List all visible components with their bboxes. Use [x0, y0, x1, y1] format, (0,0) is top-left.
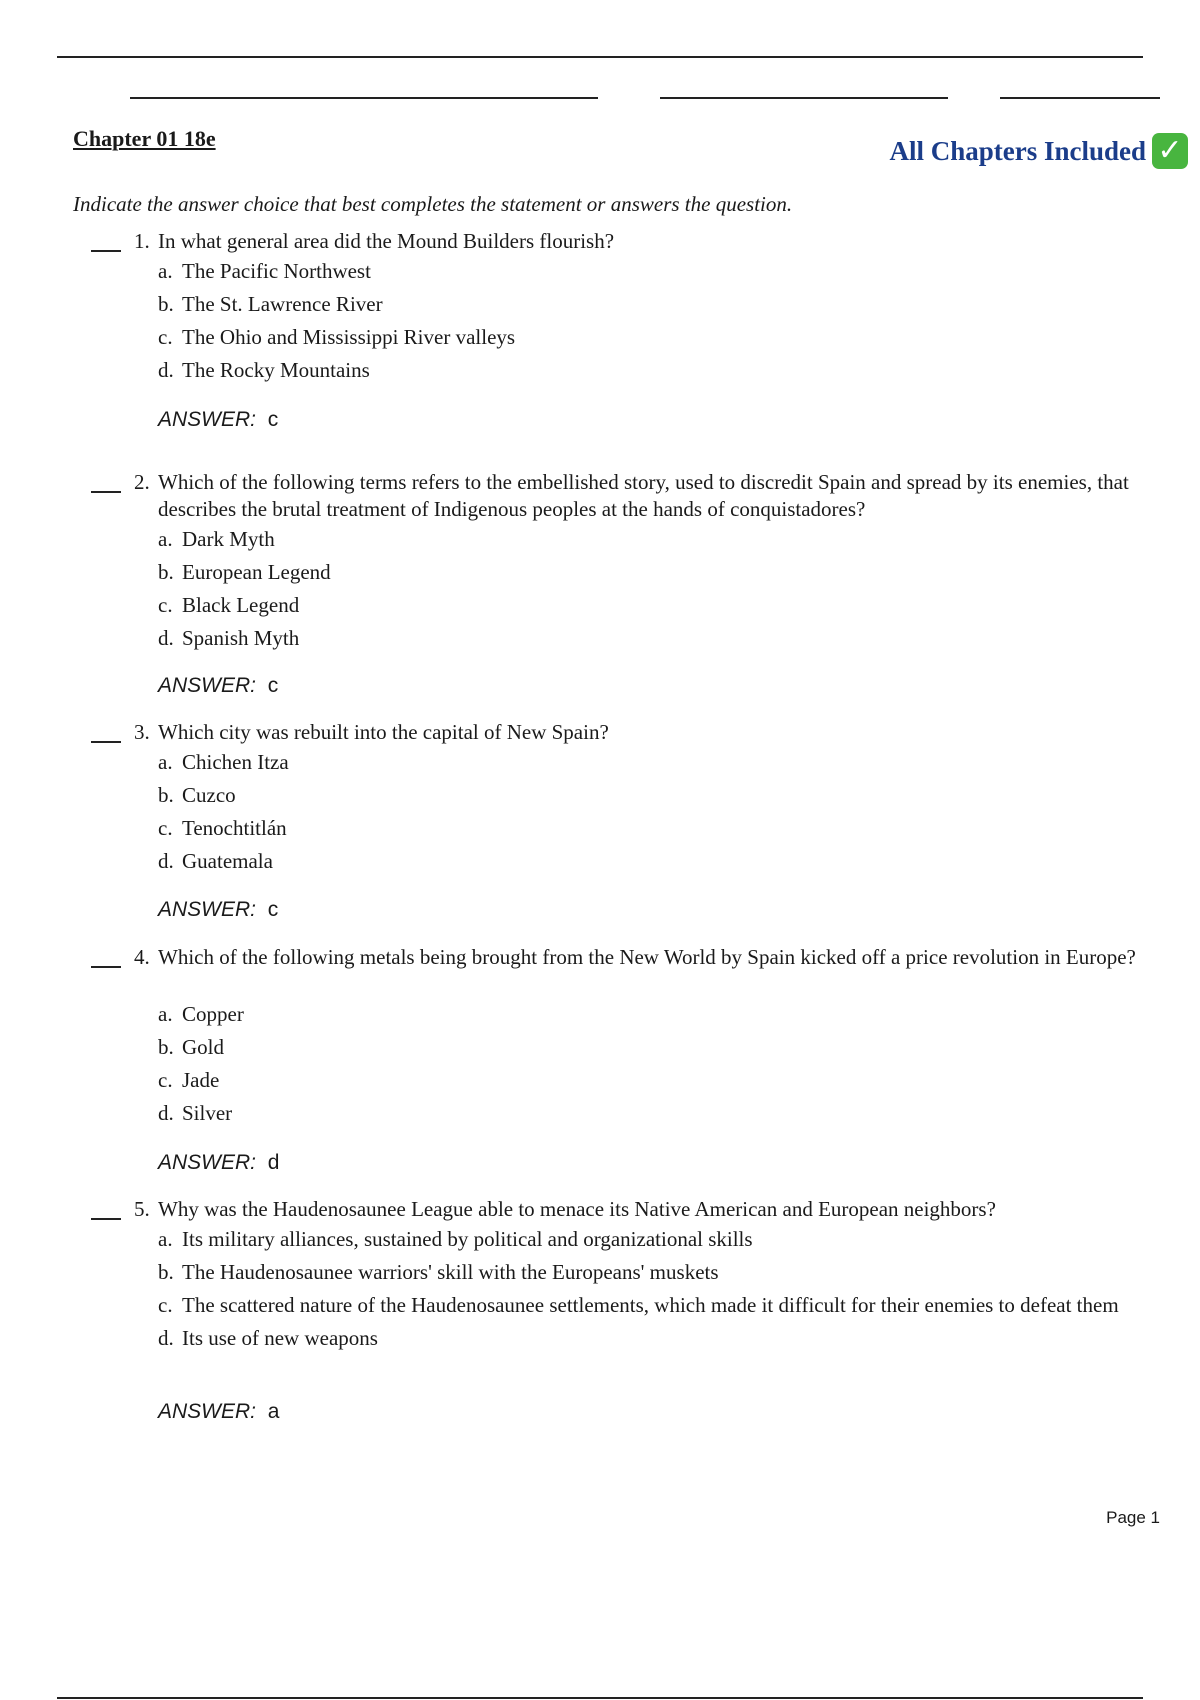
question-number: 3.: [134, 720, 150, 744]
option-c: c. The Ohio and Mississippi River valleys: [158, 325, 516, 349]
all-chapters-badge: [889, 133, 1188, 169]
badge-label: All Chapters Included: [889, 135, 1146, 166]
question-number: 5.: [134, 1197, 150, 1221]
answer-key: ANSWER: d: [158, 1151, 280, 1174]
name-field-line: [130, 97, 598, 99]
option-d: d. The Rocky Mountains: [158, 358, 370, 382]
option-list: [158, 255, 1132, 387]
question-number: 4.: [134, 945, 150, 969]
option-c: c. The scattered nature of the Haudenosaunee settlements, which made it difficult for their enemies to defeat them: [158, 1293, 1119, 1317]
document-title: Chapter 01 18e: [73, 126, 216, 151]
option-d: d. Its use of new weapons: [158, 1326, 378, 1350]
answer-value: d: [267, 1151, 280, 1174]
option-b: b. The St. Lawrence River: [158, 292, 383, 316]
answer-value: c: [267, 408, 279, 431]
check-mark-button-icon: ✓: [1152, 133, 1188, 169]
question-text: Why was the Haudenosaunee League able to menace its Native American and European neighbors?: [158, 1197, 996, 1221]
answer-value: a: [267, 1400, 280, 1423]
date-field-line: [1000, 97, 1160, 99]
option-d: d. Guatemala: [158, 849, 273, 873]
option-a: a. Its military alliances, sustained by political and organizational skills: [158, 1227, 753, 1251]
class-field-line: [660, 97, 948, 99]
option-a: a. Dark Myth: [158, 527, 275, 551]
option-list: [158, 746, 1132, 878]
answer-value: c: [267, 674, 279, 697]
question-number: 1.: [134, 229, 150, 253]
option-c: c. Black Legend: [158, 593, 300, 617]
question-text: In what general area did the Mound Builders flourish?: [158, 229, 615, 253]
answer-key: ANSWER: c: [158, 674, 279, 697]
instructions-text: Indicate the answer choice that best completes the statement or answers the question.: [73, 192, 793, 216]
answer-key: ANSWER: c: [158, 408, 279, 431]
question-text: Which of the following terms refers to the embellished story, used to discredit Spain and spread by its enemies, that describes the brutal treatment of Indigenous peoples at the hands of conquistadores?: [158, 470, 1129, 521]
option-b: b. European Legend: [158, 560, 331, 584]
option-c: c. Tenochtitlán: [158, 816, 287, 840]
question-text: Which city was rebuilt into the capital of New Spain?: [158, 720, 609, 744]
option-b: b. Gold: [158, 1035, 224, 1059]
answer-blank[interactable]: [91, 741, 121, 743]
option-a: a. The Pacific Northwest: [158, 259, 371, 283]
option-a: a. Chichen Itza: [158, 750, 289, 774]
option-a: a. Copper: [158, 1002, 244, 1026]
option-list: [158, 998, 1132, 1130]
answer-blank[interactable]: [91, 250, 121, 252]
answer-key: ANSWER: c: [158, 898, 279, 921]
answer-blank[interactable]: [91, 966, 121, 968]
option-c: c. Jade: [158, 1068, 220, 1092]
option-b: b. Cuzco: [158, 783, 236, 807]
bottom-border-rule: [57, 1697, 1143, 1699]
option-list: [158, 523, 1132, 655]
option-list: [158, 1223, 1132, 1355]
answer-key: ANSWER: a: [158, 1400, 280, 1423]
page-number: Page 1: [1106, 1508, 1160, 1527]
question-text: Which of the following metals being brought from the New World by Spain kicked off a price revolution in Europe?: [158, 945, 1136, 969]
answer-blank[interactable]: [91, 1218, 121, 1220]
answer-value: c: [267, 898, 279, 921]
question-number: 2.: [134, 470, 150, 494]
option-d: d. Spanish Myth: [158, 626, 300, 650]
top-border-rule: [57, 56, 1143, 58]
answer-blank[interactable]: [91, 491, 121, 493]
option-d: d. Silver: [158, 1101, 233, 1125]
option-b: b. The Haudenosaunee warriors' skill with the Europeans' muskets: [158, 1260, 719, 1284]
